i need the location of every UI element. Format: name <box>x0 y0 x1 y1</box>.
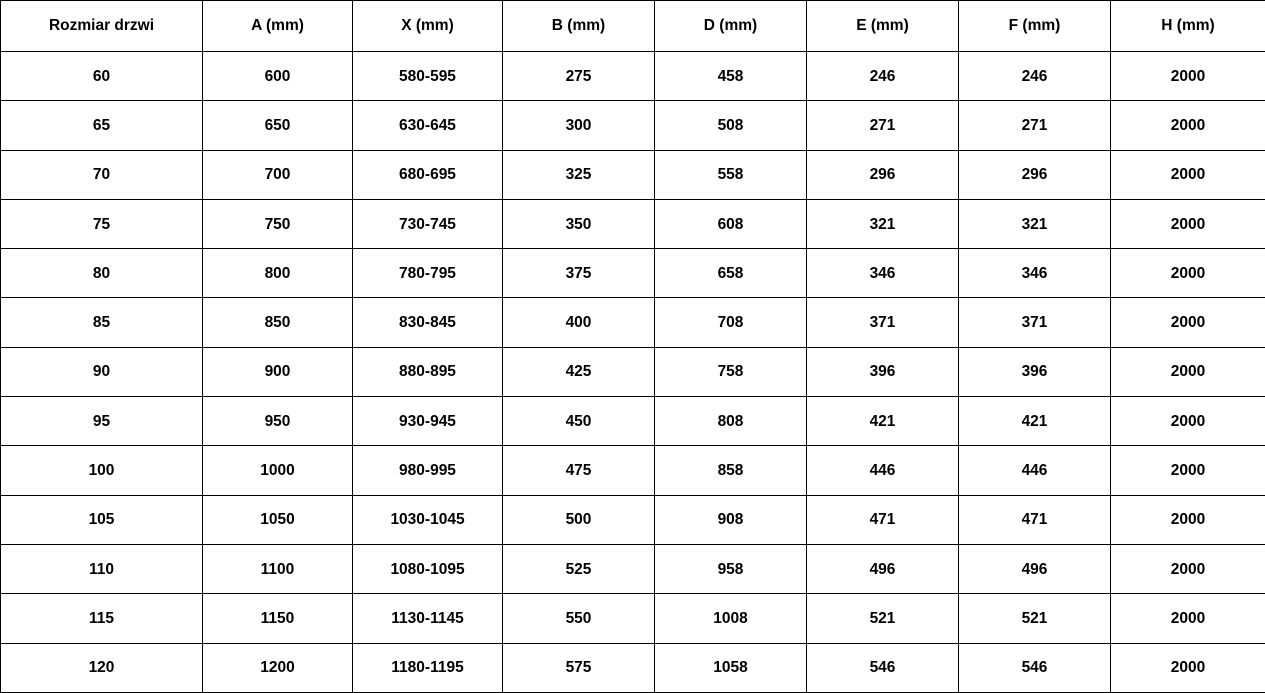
cell-b: 425 <box>503 347 655 396</box>
cell-h: 2000 <box>1111 544 1265 593</box>
cell-d: 458 <box>655 52 807 101</box>
cell-door-size: 65 <box>1 101 203 150</box>
cell-a: 750 <box>203 199 353 248</box>
cell-d: 508 <box>655 101 807 150</box>
column-header-f: F (mm) <box>959 1 1111 52</box>
cell-a: 1200 <box>203 643 353 692</box>
cell-x: 980-995 <box>353 446 503 495</box>
cell-a: 1150 <box>203 594 353 643</box>
cell-b: 275 <box>503 52 655 101</box>
cell-d: 708 <box>655 298 807 347</box>
cell-b: 550 <box>503 594 655 643</box>
cell-x: 680-695 <box>353 150 503 199</box>
cell-x: 880-895 <box>353 347 503 396</box>
cell-e: 321 <box>807 199 959 248</box>
column-header-d: D (mm) <box>655 1 807 52</box>
cell-f: 421 <box>959 397 1111 446</box>
column-header-e: E (mm) <box>807 1 959 52</box>
cell-d: 1058 <box>655 643 807 692</box>
cell-f: 396 <box>959 347 1111 396</box>
cell-x: 1180-1195 <box>353 643 503 692</box>
cell-a: 950 <box>203 397 353 446</box>
cell-d: 608 <box>655 199 807 248</box>
cell-door-size: 75 <box>1 199 203 248</box>
cell-x: 1130-1145 <box>353 594 503 643</box>
cell-a: 600 <box>203 52 353 101</box>
cell-d: 658 <box>655 249 807 298</box>
column-header-a: A (mm) <box>203 1 353 52</box>
cell-a: 800 <box>203 249 353 298</box>
cell-e: 421 <box>807 397 959 446</box>
table-row <box>1 101 1265 150</box>
cell-f: 471 <box>959 495 1111 544</box>
cell-e: 246 <box>807 52 959 101</box>
table-row <box>1 347 1265 396</box>
cell-e: 546 <box>807 643 959 692</box>
cell-h: 2000 <box>1111 199 1265 248</box>
cell-f: 496 <box>959 544 1111 593</box>
table-row <box>1 199 1265 248</box>
cell-door-size: 85 <box>1 298 203 347</box>
column-header-door-size: Rozmiar drzwi <box>1 1 203 52</box>
cell-a: 1050 <box>203 495 353 544</box>
cell-d: 858 <box>655 446 807 495</box>
cell-f: 321 <box>959 199 1111 248</box>
cell-f: 246 <box>959 52 1111 101</box>
table-row <box>1 643 1265 692</box>
cell-b: 350 <box>503 199 655 248</box>
cell-h: 2000 <box>1111 643 1265 692</box>
cell-h: 2000 <box>1111 495 1265 544</box>
cell-a: 900 <box>203 347 353 396</box>
cell-door-size: 60 <box>1 52 203 101</box>
column-header-h: H (mm) <box>1111 1 1265 52</box>
cell-f: 446 <box>959 446 1111 495</box>
cell-h: 2000 <box>1111 249 1265 298</box>
cell-f: 546 <box>959 643 1111 692</box>
table-row <box>1 249 1265 298</box>
cell-e: 346 <box>807 249 959 298</box>
cell-e: 396 <box>807 347 959 396</box>
cell-d: 808 <box>655 397 807 446</box>
cell-b: 325 <box>503 150 655 199</box>
table-row <box>1 397 1265 446</box>
cell-door-size: 115 <box>1 594 203 643</box>
cell-b: 375 <box>503 249 655 298</box>
cell-x: 730-745 <box>353 199 503 248</box>
cell-x: 930-945 <box>353 397 503 446</box>
cell-x: 780-795 <box>353 249 503 298</box>
cell-d: 758 <box>655 347 807 396</box>
cell-h: 2000 <box>1111 347 1265 396</box>
cell-door-size: 105 <box>1 495 203 544</box>
cell-a: 1000 <box>203 446 353 495</box>
cell-f: 271 <box>959 101 1111 150</box>
cell-e: 446 <box>807 446 959 495</box>
cell-e: 271 <box>807 101 959 150</box>
cell-x: 580-595 <box>353 52 503 101</box>
cell-b: 500 <box>503 495 655 544</box>
cell-e: 296 <box>807 150 959 199</box>
column-header-b: B (mm) <box>503 1 655 52</box>
cell-f: 521 <box>959 594 1111 643</box>
cell-door-size: 95 <box>1 397 203 446</box>
cell-d: 958 <box>655 544 807 593</box>
table-row <box>1 298 1265 347</box>
table-row <box>1 544 1265 593</box>
cell-x: 630-645 <box>353 101 503 150</box>
cell-b: 575 <box>503 643 655 692</box>
cell-b: 450 <box>503 397 655 446</box>
cell-f: 346 <box>959 249 1111 298</box>
column-header-x: X (mm) <box>353 1 503 52</box>
cell-d: 1008 <box>655 594 807 643</box>
table-row <box>1 52 1265 101</box>
table-row <box>1 495 1265 544</box>
cell-e: 371 <box>807 298 959 347</box>
cell-door-size: 100 <box>1 446 203 495</box>
cell-h: 2000 <box>1111 397 1265 446</box>
cell-b: 525 <box>503 544 655 593</box>
cell-h: 2000 <box>1111 101 1265 150</box>
cell-e: 471 <box>807 495 959 544</box>
cell-b: 400 <box>503 298 655 347</box>
table-row <box>1 150 1265 199</box>
cell-door-size: 110 <box>1 544 203 593</box>
cell-h: 2000 <box>1111 594 1265 643</box>
table-header-row <box>1 1 1265 52</box>
cell-door-size: 90 <box>1 347 203 396</box>
cell-a: 700 <box>203 150 353 199</box>
cell-a: 850 <box>203 298 353 347</box>
cell-h: 2000 <box>1111 298 1265 347</box>
cell-b: 300 <box>503 101 655 150</box>
cell-e: 521 <box>807 594 959 643</box>
cell-h: 2000 <box>1111 150 1265 199</box>
cell-x: 1030-1045 <box>353 495 503 544</box>
cell-h: 2000 <box>1111 52 1265 101</box>
cell-d: 908 <box>655 495 807 544</box>
cell-f: 296 <box>959 150 1111 199</box>
cell-e: 496 <box>807 544 959 593</box>
cell-x: 1080-1095 <box>353 544 503 593</box>
cell-b: 475 <box>503 446 655 495</box>
cell-d: 558 <box>655 150 807 199</box>
cell-door-size: 70 <box>1 150 203 199</box>
cell-a: 650 <box>203 101 353 150</box>
cell-a: 1100 <box>203 544 353 593</box>
cell-door-size: 120 <box>1 643 203 692</box>
cell-x: 830-845 <box>353 298 503 347</box>
cell-h: 2000 <box>1111 446 1265 495</box>
table-row <box>1 594 1265 643</box>
cell-f: 371 <box>959 298 1111 347</box>
cell-door-size: 80 <box>1 249 203 298</box>
table-row <box>1 446 1265 495</box>
